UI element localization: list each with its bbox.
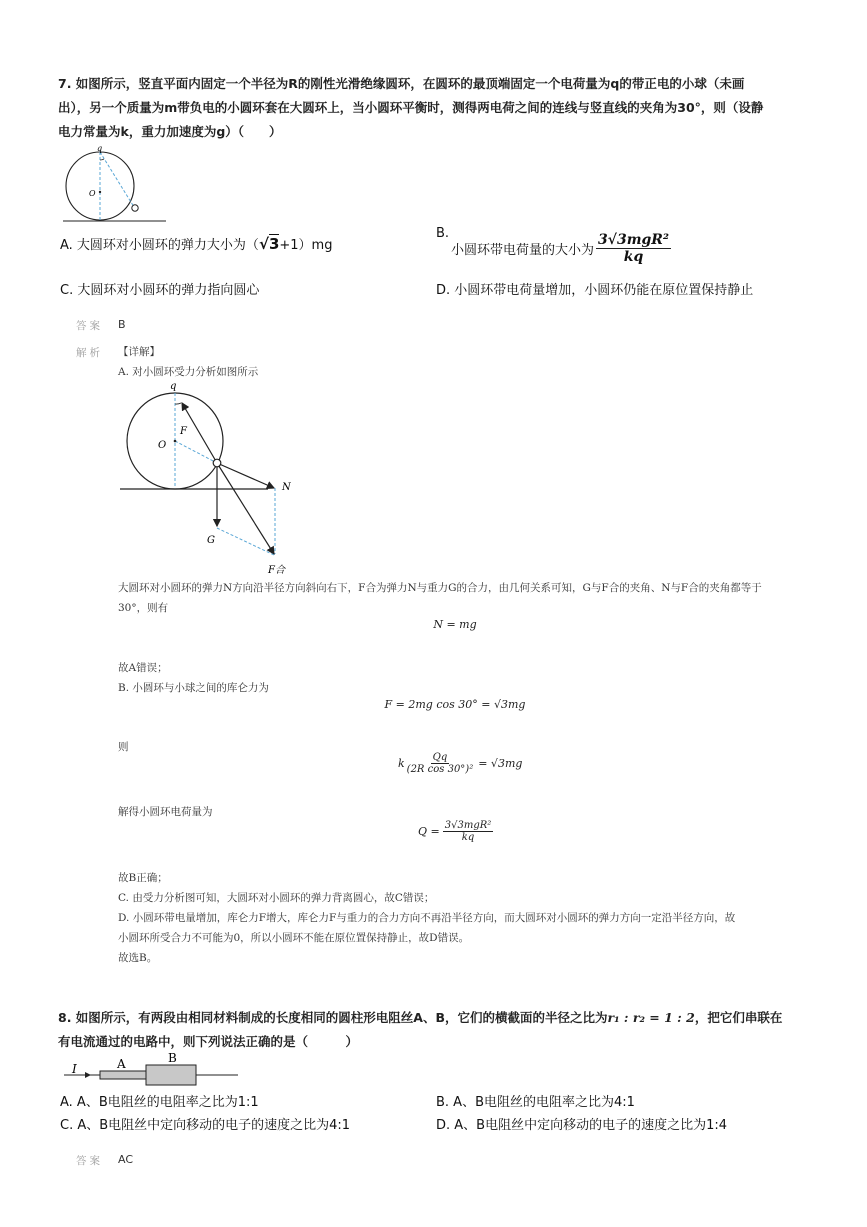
q8-label-a: A	[117, 1057, 126, 1071]
q8-stem-line1	[58, 1006, 838, 1030]
q7-force-label-o: O	[158, 440, 167, 451]
q7-choose: 故选B。	[118, 952, 158, 964]
q7-force-small-ring	[213, 459, 221, 467]
q7-force-center-dot	[174, 440, 177, 443]
q7-option-b-body	[451, 232, 671, 265]
q7-force-label-n: N	[282, 482, 291, 493]
q8-wire-a	[100, 1071, 146, 1079]
q7-then: 则	[118, 741, 129, 753]
q7-answer-label: 答案	[76, 320, 103, 332]
q7-answer-value: B	[118, 318, 126, 331]
q7-option-b-num: 3√3mgR²	[598, 232, 670, 248]
q7-option-a[interactable]	[60, 234, 332, 253]
q7-label-q: q	[97, 144, 103, 153]
q7-line-a: A. 对小圆环受力分析如图所示	[118, 366, 259, 378]
q8-option-d[interactable]: D. A、B电阻丝中定向移动的电子的速度之比为1:4	[436, 1118, 728, 1133]
q7-stem	[58, 72, 818, 144]
q7-stem-line3: 电力常量为k，重力加速度为g）（ ）	[58, 124, 282, 139]
q7-figure	[58, 144, 170, 232]
q8-option-c[interactable]: C. A、B电阻丝中定向移动的电子的速度之比为4:1	[60, 1118, 351, 1133]
q7-wrong-a: 故A错误；	[118, 662, 168, 674]
q7-force-label-f: F	[180, 426, 187, 437]
q7-para1b: 30°，则有	[118, 602, 169, 614]
q7-correct-b: 故B正确；	[118, 872, 168, 884]
fhe-arrow	[217, 463, 274, 554]
q7-force-label-fhe: F合	[268, 565, 285, 576]
q7-eq3-rhs: = √3mg	[478, 757, 523, 770]
q8-label-b: B	[168, 1051, 177, 1065]
q7-analysis-label: 解析	[76, 347, 103, 359]
q8-answer-value: AC	[118, 1153, 134, 1166]
q7-eq3-den: (2R cos 30°)²	[406, 764, 474, 775]
q7-force-label-g: G	[207, 535, 215, 546]
q7-eq4	[418, 820, 493, 843]
q7-eq3	[398, 752, 522, 775]
q7-connect-dashed	[100, 152, 134, 207]
q8-wire-b	[146, 1065, 196, 1085]
q7-option-b-text: 小圆环带电荷量的大小为	[451, 243, 595, 258]
q8-option-a[interactable]: A. A、B电阻丝的电阻率之比为1:1	[60, 1095, 259, 1110]
q7-stem-line1: 7. 如图所示，竖直平面内固定一个半径为R的刚性光滑绝缘圆环，在圆环的最顶端固定一个电荷量为q的带正电的小球（未画	[58, 76, 745, 91]
q8-stem-line2: 有电流通过的电路中，则下列说法正确的是（ ）	[58, 1034, 359, 1049]
q7-force-label-q: q	[170, 381, 177, 392]
q7-option-b-fraction	[596, 232, 671, 265]
q8-label-i: I	[72, 1062, 77, 1076]
q7-line-b: B. 小圆环与小球之间的库仑力为	[118, 682, 269, 694]
q7-eq2: F = 2mg cos 30° = √3mg	[384, 698, 526, 711]
q8-stem-suffix: ，把它们串联在	[694, 1010, 783, 1025]
sqrt-symbol: √	[258, 235, 269, 253]
q7-angle-arc	[100, 159, 104, 160]
q7-option-a-prefix: A. 大圆环对小圆环的弹力大小为（	[60, 238, 259, 253]
q7-eq1: N = mg	[433, 618, 477, 631]
q7-stem-line2: 出），另一个质量为m带负电的小圆环套在大圆环上，当小圆环平衡时，测得两电荷之间的连线与竖直线的夹角为30°，则（设静	[58, 100, 764, 115]
q7-force-angle-arc	[175, 403, 181, 404]
q7-option-b-prefix: B.	[436, 226, 450, 241]
g-fhe-dashed	[217, 528, 274, 555]
q8-answer-label: 答案	[76, 1155, 103, 1167]
q7-eq3-fraction	[405, 752, 476, 775]
q7-eq4-lhs: Q =	[418, 825, 440, 838]
q8-option-b[interactable]: B. A、B电阻丝的电阻率之比为4:1	[436, 1095, 635, 1110]
q8-figure	[62, 1050, 242, 1090]
q7-option-d[interactable]: D. 小圆环带电荷量增加，小圆环仍能在原位置保持静止	[436, 283, 754, 298]
q7-eq4-num: 3√3mgR²	[444, 820, 492, 831]
q7-eq3-k: k	[398, 757, 405, 770]
q7-detail-title: 【详解】	[118, 346, 160, 358]
q7-option-c[interactable]: C. 大圆环对小圆环的弹力指向圆心	[60, 283, 260, 298]
q7-eq4-den: kq	[461, 832, 475, 843]
q8-stem-prefix: 8. 如图所示，有两段由相同材料制成的长度相同的圆柱形电阻丝A、B，它们的横截面的半径之比为	[58, 1010, 608, 1025]
q8-ratio: r₁ : r₂ = 1 : 2	[607, 1010, 695, 1025]
q7-option-a-radical: 3	[268, 235, 280, 253]
q7-force-diagram	[118, 378, 308, 580]
q7-eq3-num: Qq	[432, 752, 448, 763]
q7-line-d2: 小圆环所受合力不可能为0，所以小圆环不能在原位置保持静止，故D错误。	[118, 932, 470, 944]
q7-line-d1: D. 小圆环带电量增加，库仑力F增大，库仑力F与重力的合力方向不再沿半径方向，而大圆环对小圆环的弹力方向一定沿半径方向，故	[118, 912, 736, 924]
q7-eq4-fraction	[443, 820, 494, 843]
n-arrow	[217, 463, 274, 488]
q7-small-ring	[132, 205, 138, 211]
q7-line-c: C. 由受力分析图可知，大圆环对小圆环的弹力背离圆心，故C错误；	[118, 892, 435, 904]
q7-label-o: O	[89, 189, 96, 198]
q7-center-dot	[99, 191, 101, 193]
q7-option-a-suffix: +1）mg	[279, 238, 333, 253]
q7-solve: 解得小圆环电荷量为	[118, 806, 213, 818]
q7-option-b[interactable]	[436, 226, 450, 247]
q7-option-b-den: kq	[623, 249, 644, 265]
q7-para1: 大圆环对小圆环的弹力N方向沿半径方向斜向右下，F合为弹力N与重力G的合力，由几何关系可知，G与F合的夹角、N与F合的夹角都等于	[118, 582, 762, 594]
